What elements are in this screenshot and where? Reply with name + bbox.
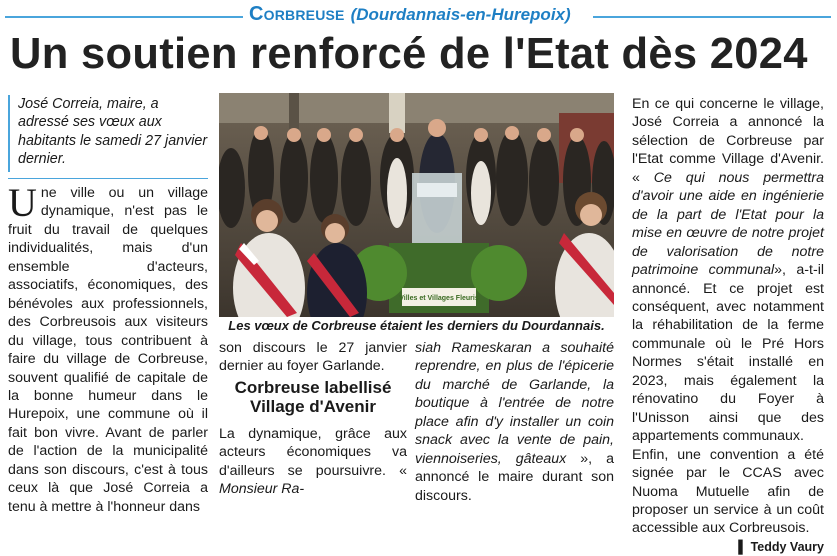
column-1-text: ne ville ou un village dynamique, n'est pas le fruit du travail de quelques individualités, mais d'un ensemble d'acteurs, associatifs, économiques, des bénévoles aux professionnels, des Corbreusois aux visiteurs du village, tous contribuent à faire du village de Corbreuse, souvent qualifié de capitale de la bonne humeur dans le Hurepoix, une commune où il fait bon vivre. Avant de parler de l'action de la municipalité dans son discours, c'est à tous ceux là que José Correia a tenu à mettre à l'honneur dans — [8, 185, 208, 515]
headline: Un soutien renforcé de l'Etat dès 2024 — [10, 30, 808, 78]
column-3-text: », a annoncé le maire durant son discours. — [415, 450, 614, 504]
article-column-1 — [8, 180, 208, 516]
lead-accent-bar — [8, 95, 10, 172]
lead-divider — [8, 178, 208, 179]
column-4-text-b: », a-t-il annoncé. Et ce projet est conséquent, avec notamment la réhabilitation de la ferme communale où le Pré Hors Normes s'était installé en 2023, mais également la rénovatino du Foyer à l'Unisson ainsi que des appartements communaux. — [632, 262, 824, 445]
event-photo-illustration — [219, 93, 614, 317]
lead-paragraph: José Correia, maire, a adressé ses vœux aux habitants le samedi 27 janvier dernier. — [18, 96, 208, 167]
photo-caption: Les vœux de Corbreuse étaient les derniers du Dourdannais. — [228, 318, 605, 333]
author-signature: ▌ Teddy Vaury — [738, 539, 824, 554]
author-name: Teddy Vaury — [750, 539, 824, 554]
column-4-paragraph-2: Enfin, une convention a été signée par le CCAS avec Nuoma Mutuelle afin de proposer un service à un coût accessible aux Corbreusois. — [632, 446, 824, 537]
event-photo — [219, 93, 614, 317]
column-4-text-a: En ce qui concerne le village, José Correia a annoncé la sélection de Corbreuse par l'Etat comme Village d'Avenir. « — [632, 96, 824, 186]
drop-cap: U — [8, 180, 37, 225]
section-kicker — [0, 2, 837, 26]
kicker-region: (Dourdannais-en-Hurepoix) — [350, 5, 571, 24]
column-4-paragraph-1 — [632, 95, 824, 446]
column-2-quote: Monsieur Ra- — [219, 481, 305, 498]
kicker-town: Corbreuse — [249, 3, 345, 25]
photo-banner-text: Villes et Villages Fleuris — [399, 295, 479, 302]
column-2-body-text: La dynamique, grâce aux acteurs économiques va d'ailleurs se poursuivre. « — [219, 426, 407, 479]
article-column-2-body — [219, 425, 407, 499]
kicker-rule-left — [5, 16, 243, 18]
article-column-2-top — [219, 339, 407, 376]
kicker-rule-right — [593, 16, 831, 18]
column-4-quote: Ce qui nous permettra d'avoir une aide en ingénierie de la part de l'Etat pour la mise en œuvre de notre projet de valorisation de notre patrimoine communal — [632, 169, 824, 279]
article-column-3 — [415, 339, 614, 505]
column-2-top-text: son discours le 27 janvier dernier au foyer Garlande. — [219, 340, 407, 375]
column-3-quote: siah Rameskaran a souhaité reprendre, en plus de l'épicerie du marché de Garlande, la boutique à l'entrée de notre place afin d'y installer un coin snack avec la vente de pain, viennoiseries, gâteaux — [415, 340, 614, 467]
kicker-text — [249, 3, 571, 26]
subheading: Corbreuse labellisé Village d'Avenir — [234, 378, 392, 416]
